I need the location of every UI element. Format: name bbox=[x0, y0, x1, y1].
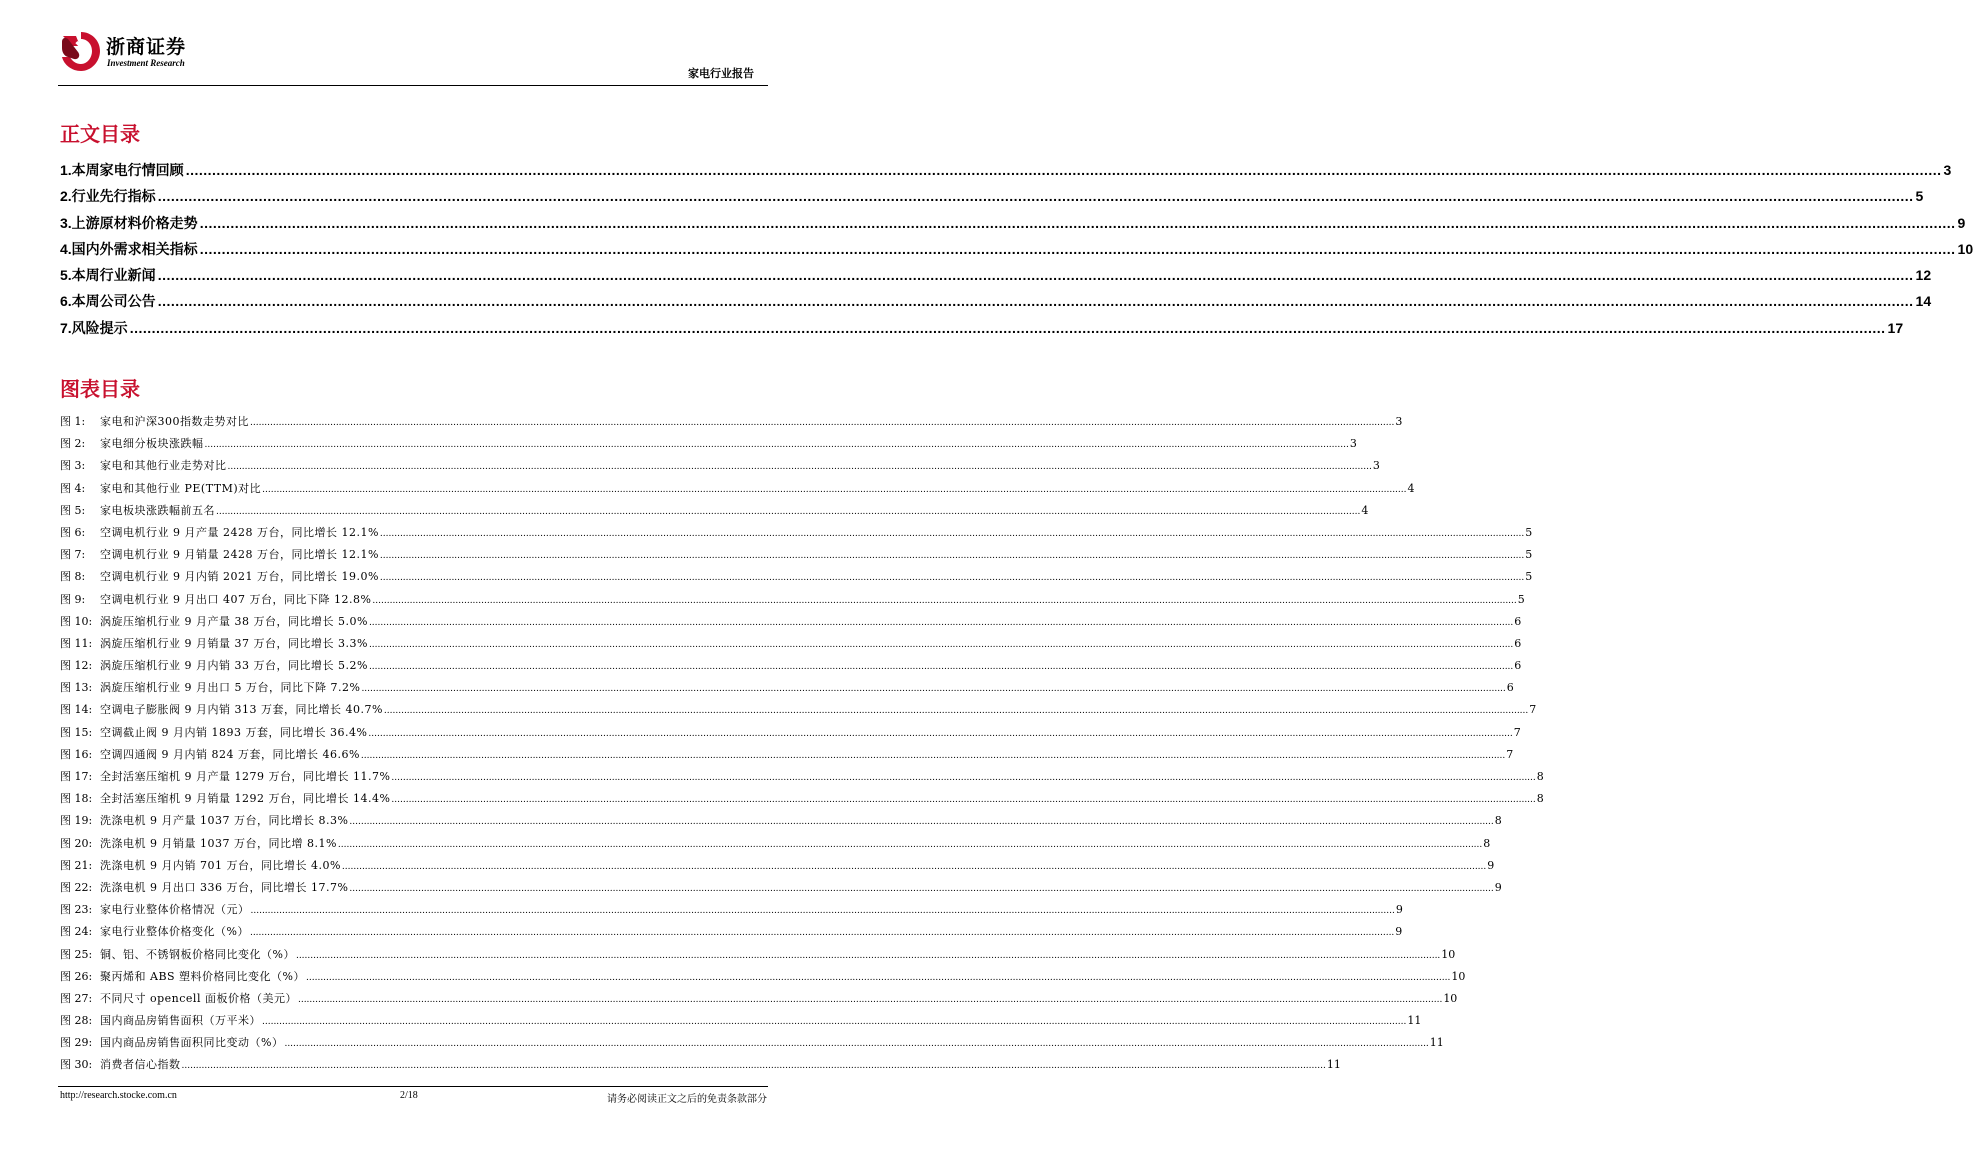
figures-heading: 图表目录 bbox=[60, 377, 140, 401]
figure-item-title: 空调电机行业 9 月产量 2428 万台，同比增长 12.1% bbox=[100, 525, 379, 539]
toc-item-title: 1.本周家电行情回顾 bbox=[60, 162, 184, 178]
figure-leader-dots: ................................................................................................................................................................................................................................................................................................................................................................................................................ bbox=[372, 595, 1517, 606]
figure-leader-dots: ................................................................................................................................................................................................................................................................................................................................................................................................................ bbox=[379, 573, 1525, 584]
figure-item-label: 图 24: bbox=[60, 925, 93, 939]
toc-item-title: 4.国内外需求相关指标 bbox=[60, 240, 198, 257]
figure-item[interactable] bbox=[60, 568, 1533, 590]
figure-item-page: 10 bbox=[1441, 947, 1456, 961]
figure-item-label: 图 8: bbox=[60, 570, 86, 584]
figure-item-label: 图 21: bbox=[60, 858, 93, 872]
figure-item-title: 涡旋压缩机行业 9 月内销 33 万台，同比增长 5.2% bbox=[100, 659, 368, 673]
figure-item-label: 图 9: bbox=[60, 592, 86, 606]
figure-item-page: 5 bbox=[1517, 592, 1525, 606]
brand-subtitle: Investment Research bbox=[107, 58, 185, 68]
figure-item-label: 图 14: bbox=[60, 703, 93, 717]
figure-item-page: 7 bbox=[1506, 747, 1514, 761]
toc-leader-dots: ................................................................................................................................................................................................................................................................................................................................................................................................................ bbox=[199, 214, 1956, 231]
figure-item-page: 6 bbox=[1514, 636, 1522, 650]
figure-item-label: 图 10: bbox=[60, 614, 93, 628]
figure-leader-dots: ................................................................................................................................................................................................................................................................................................................................................................................................................ bbox=[249, 928, 1395, 939]
footer-url-link[interactable]: http://research.stocke.com.cn bbox=[60, 1090, 177, 1101]
figure-item-title: 涡旋压缩机行业 9 月出口 5 万台，同比下降 7.2% bbox=[100, 681, 361, 695]
figure-leader-dots: ................................................................................................................................................................................................................................................................................................................................................................................................................ bbox=[379, 528, 1525, 539]
figure-item-title: 空调电机行业 9 月出口 407 万台，同比下降 12.8% bbox=[100, 592, 372, 606]
figure-item-title: 空调电机行业 9 月销量 2428 万台，同比增长 12.1% bbox=[100, 548, 379, 562]
figure-item[interactable] bbox=[60, 746, 1514, 768]
figure-item-page: 6 bbox=[1506, 681, 1514, 695]
figure-item-title: 家电细分板块涨跌幅 bbox=[100, 437, 204, 451]
toc-item[interactable] bbox=[60, 213, 1966, 239]
figure-item-page: 8 bbox=[1494, 814, 1502, 828]
toc-item-title: 7.风险提示 bbox=[60, 319, 128, 336]
toc-leader-dots: ................................................................................................................................................................................................................................................................................................................................................................................................................ bbox=[157, 293, 1914, 310]
figure-item[interactable] bbox=[60, 1034, 1444, 1056]
toc-item-page: 14 bbox=[1915, 293, 1932, 310]
figure-item-label: 图 2: bbox=[60, 437, 86, 451]
figure-item[interactable] bbox=[60, 435, 1357, 457]
figure-item[interactable] bbox=[60, 790, 1544, 812]
figure-item[interactable] bbox=[60, 413, 1403, 435]
figure-item-label: 图 7: bbox=[60, 548, 86, 562]
figure-item[interactable] bbox=[60, 879, 1502, 901]
footer-divider bbox=[58, 1086, 768, 1087]
figure-item[interactable] bbox=[60, 724, 1521, 746]
figure-item-label: 图 1: bbox=[60, 415, 86, 428]
figure-leader-dots: ................................................................................................................................................................................................................................................................................................................................................................................................................ bbox=[383, 706, 1529, 717]
figure-item-label: 图 26: bbox=[60, 969, 93, 983]
figure-item-page: 7 bbox=[1529, 703, 1537, 717]
figure-leader-dots: ................................................................................................................................................................................................................................................................................................................................................................................................................ bbox=[391, 773, 1536, 783]
toc-item[interactable] bbox=[60, 160, 1952, 186]
figure-item-title: 国内商品房销售面积同比变动（%） bbox=[100, 1036, 284, 1050]
toc-list bbox=[60, 160, 1973, 344]
figure-item-title: 空调四通阀 9 月内销 824 万套，同比增长 46.6% bbox=[100, 747, 360, 761]
figure-item-label: 图 22: bbox=[60, 880, 93, 894]
figure-leader-dots: ................................................................................................................................................................................................................................................................................................................................................................................................................ bbox=[341, 861, 1487, 872]
figure-item-title: 洗涤电机 9 月出口 336 万台，同比增长 17.7% bbox=[100, 880, 349, 894]
figure-item-page: 8 bbox=[1536, 770, 1544, 783]
figure-item[interactable] bbox=[60, 480, 1415, 502]
figure-item-title: 洗涤电机 9 月产量 1037 万台，同比增长 8.3% bbox=[100, 814, 349, 828]
toc-item-page: 12 bbox=[1915, 267, 1932, 284]
toc-item-title: 5.本周行业新闻 bbox=[60, 267, 156, 284]
figure-item-label: 图 17: bbox=[60, 770, 93, 783]
zheshang-logo-icon bbox=[58, 30, 104, 74]
figure-leader-dots: ................................................................................................................................................................................................................................................................................................................................................................................................................ bbox=[204, 440, 1349, 451]
figure-item[interactable] bbox=[60, 457, 1380, 479]
toc-leader-dots: ................................................................................................................................................................................................................................................................................................................................................................................................................ bbox=[157, 188, 1914, 205]
toc-leader-dots: ................................................................................................................................................................................................................................................................................................................................................................................................................ bbox=[199, 240, 1956, 257]
figure-item-title: 家电和沪深300指数走势对比 bbox=[100, 415, 249, 428]
footer-disclaimer: 请务必阅读正文之后的免责条款部分 bbox=[607, 1094, 767, 1105]
figure-item-page: 11 bbox=[1326, 1058, 1341, 1072]
toc-leader-dots: ................................................................................................................................................................................................................................................................................................................................................................................................................ bbox=[185, 162, 1942, 178]
figure-item-title: 洗涤电机 9 月内销 701 万台，同比增长 4.0% bbox=[100, 858, 341, 872]
figure-leader-dots: ................................................................................................................................................................................................................................................................................................................................................................................................................ bbox=[262, 1017, 1407, 1028]
figure-item-title: 铜、铝、不锈钢板价格同比变化（%） bbox=[100, 947, 295, 961]
figure-item-page: 9 bbox=[1494, 880, 1502, 894]
figure-item-label: 图 29: bbox=[60, 1036, 93, 1050]
brand-name: 浙商证券 bbox=[106, 36, 187, 58]
toc-item-page: 17 bbox=[1887, 319, 1904, 336]
figure-item[interactable] bbox=[60, 968, 1466, 990]
toc-item[interactable] bbox=[60, 318, 1904, 344]
toc-item-page: 10 bbox=[1957, 240, 1973, 257]
figure-item[interactable] bbox=[60, 546, 1533, 568]
figure-item-page: 8 bbox=[1536, 792, 1544, 806]
figure-item-title: 家电和其他行业 PE(TTM)对比 bbox=[100, 481, 262, 495]
figure-item[interactable] bbox=[60, 901, 1403, 923]
figure-leader-dots: ................................................................................................................................................................................................................................................................................................................................................................................................................ bbox=[295, 950, 1441, 961]
figure-item[interactable] bbox=[60, 591, 1525, 613]
figure-item-page: 10 bbox=[1451, 969, 1466, 983]
figure-item-label: 图 15: bbox=[60, 725, 93, 739]
figure-item[interactable] bbox=[60, 812, 1502, 834]
figure-item[interactable] bbox=[60, 1056, 1341, 1078]
figure-leader-dots: ................................................................................................................................................................................................................................................................................................................................................................................................................ bbox=[349, 817, 1494, 828]
figure-item-page: 11 bbox=[1429, 1036, 1444, 1050]
figure-item-label: 图 4: bbox=[60, 481, 86, 495]
toc-item[interactable] bbox=[60, 265, 1932, 291]
toc-item[interactable] bbox=[60, 291, 1932, 317]
figure-item-page: 9 bbox=[1395, 925, 1403, 939]
figure-item-title: 家电行业整体价格情况（元） bbox=[100, 903, 250, 917]
figure-item-title: 家电板块涨跌幅前五名 bbox=[100, 503, 215, 517]
figure-item-title: 空调电机行业 9 月内销 2021 万台，同比增长 19.0% bbox=[100, 570, 379, 584]
toc-heading: 正文目录 bbox=[60, 122, 140, 146]
figure-item-page: 3 bbox=[1372, 459, 1380, 473]
figure-item[interactable] bbox=[60, 946, 1456, 968]
figure-item-label: 图 6: bbox=[60, 525, 86, 539]
figure-item-title: 家电和其他行业走势对比 bbox=[100, 459, 227, 473]
figure-item[interactable] bbox=[60, 857, 1495, 879]
figure-item-page: 6 bbox=[1514, 659, 1522, 673]
figure-leader-dots: ................................................................................................................................................................................................................................................................................................................................................................................................................ bbox=[361, 684, 1506, 695]
figure-item-page: 6 bbox=[1514, 614, 1522, 628]
figures-list bbox=[60, 413, 1544, 1079]
figure-item-title: 洗涤电机 9 月销量 1037 万台，同比增 8.1% bbox=[100, 836, 337, 850]
figure-item-label: 图 20: bbox=[60, 836, 93, 850]
figure-leader-dots: ................................................................................................................................................................................................................................................................................................................................................................................................................ bbox=[250, 418, 1395, 428]
report-type: 家电行业报告 bbox=[688, 67, 754, 80]
figure-leader-dots: ................................................................................................................................................................................................................................................................................................................................................................................................................ bbox=[306, 972, 1451, 983]
figure-item-title: 聚丙烯和 ABS 塑料价格同比变化（%） bbox=[100, 969, 306, 983]
figure-item-title: 涡旋压缩机行业 9 月产量 38 万台，同比增长 5.0% bbox=[100, 614, 368, 628]
figure-item-label: 图 16: bbox=[60, 747, 93, 761]
figure-item-label: 图 30: bbox=[60, 1058, 93, 1072]
figure-item-label: 图 11: bbox=[60, 636, 93, 650]
toc-leader-dots: ................................................................................................................................................................................................................................................................................................................................................................................................................ bbox=[157, 267, 1914, 284]
figure-item[interactable] bbox=[60, 835, 1491, 857]
figure-leader-dots: ................................................................................................................................................................................................................................................................................................................................................................................................................ bbox=[368, 728, 1513, 739]
figure-item[interactable] bbox=[60, 768, 1544, 790]
figure-item-page: 8 bbox=[1483, 836, 1491, 850]
figure-item-label: 图 19: bbox=[60, 814, 93, 828]
figure-item-title: 全封活塞压缩机 9 月产量 1279 万台，同比增长 11.7% bbox=[100, 770, 391, 783]
figure-item-page: 10 bbox=[1443, 991, 1458, 1005]
toc-item-page: 9 bbox=[1957, 214, 1966, 231]
figure-leader-dots: ................................................................................................................................................................................................................................................................................................................................................................................................................ bbox=[391, 795, 1536, 806]
figure-item-page: 5 bbox=[1525, 525, 1533, 539]
figure-item-label: 图 3: bbox=[60, 459, 86, 473]
figure-item-title: 涡旋压缩机行业 9 月销量 37 万台，同比增长 3.3% bbox=[100, 636, 368, 650]
figure-item-page: 5 bbox=[1525, 548, 1533, 562]
figure-item[interactable] bbox=[60, 635, 1522, 657]
figure-leader-dots: ................................................................................................................................................................................................................................................................................................................................................................................................................ bbox=[284, 1039, 1429, 1050]
figure-leader-dots: ................................................................................................................................................................................................................................................................................................................................................................................................................ bbox=[337, 839, 1483, 850]
figure-item-page: 5 bbox=[1525, 570, 1533, 584]
figure-item-page: 7 bbox=[1513, 725, 1521, 739]
figure-item-page: 4 bbox=[1361, 503, 1369, 517]
figure-item[interactable] bbox=[60, 1012, 1422, 1034]
figure-item-page: 9 bbox=[1395, 903, 1403, 917]
toc-item[interactable] bbox=[60, 239, 1973, 265]
figure-item-page: 9 bbox=[1487, 858, 1495, 872]
toc-leader-dots: ................................................................................................................................................................................................................................................................................................................................................................................................................ bbox=[129, 319, 1886, 336]
figure-item[interactable] bbox=[60, 502, 1369, 524]
figure-leader-dots: ................................................................................................................................................................................................................................................................................................................................................................................................................ bbox=[250, 906, 1395, 917]
figure-leader-dots: ................................................................................................................................................................................................................................................................................................................................................................................................................ bbox=[262, 484, 1407, 495]
figure-item-page: 3 bbox=[1395, 415, 1403, 428]
figure-item[interactable] bbox=[60, 923, 1403, 945]
figure-item-label: 图 27: bbox=[60, 991, 93, 1005]
figure-item-label: 图 12: bbox=[60, 659, 93, 673]
header-divider bbox=[58, 85, 768, 86]
figure-item-label: 图 18: bbox=[60, 792, 93, 806]
figure-leader-dots: ................................................................................................................................................................................................................................................................................................................................................................................................................ bbox=[349, 883, 1494, 894]
footer-page-number: 2/18 bbox=[400, 1090, 418, 1101]
figure-leader-dots: ................................................................................................................................................................................................................................................................................................................................................................................................................ bbox=[368, 639, 1514, 650]
figure-item-label: 图 28: bbox=[60, 1014, 93, 1028]
figure-item[interactable] bbox=[60, 524, 1533, 546]
figure-leader-dots: ................................................................................................................................................................................................................................................................................................................................................................................................................ bbox=[227, 462, 1372, 473]
figure-item-label: 图 25: bbox=[60, 947, 93, 961]
figure-item[interactable] bbox=[60, 990, 1458, 1012]
figure-item-page: 4 bbox=[1407, 481, 1415, 495]
figure-item-title: 空调截止阀 9 月内销 1893 万套，同比增长 36.4% bbox=[100, 725, 368, 739]
figure-leader-dots: ................................................................................................................................................................................................................................................................................................................................................................................................................ bbox=[368, 662, 1514, 673]
figure-item-label: 图 5: bbox=[60, 503, 86, 517]
figure-leader-dots: ................................................................................................................................................................................................................................................................................................................................................................................................................ bbox=[379, 551, 1525, 562]
toc-item-page: 5 bbox=[1915, 188, 1924, 205]
figure-item-title: 国内商品房销售面积（万平米） bbox=[100, 1014, 261, 1028]
toc-item-page: 3 bbox=[1943, 162, 1952, 178]
figure-item[interactable] bbox=[60, 657, 1522, 679]
figure-leader-dots: ................................................................................................................................................................................................................................................................................................................................................................................................................ bbox=[216, 506, 1361, 517]
page-header bbox=[58, 24, 768, 86]
figure-item-title: 家电行业整体价格变化（%） bbox=[100, 925, 249, 939]
figure-item-title: 空调电子膨胀阀 9 月内销 313 万套，同比增长 40.7% bbox=[100, 703, 383, 717]
figure-item-page: 3 bbox=[1349, 437, 1357, 451]
figure-item[interactable] bbox=[60, 679, 1514, 701]
figure-item-title: 消费者信心指数 bbox=[100, 1058, 181, 1072]
figure-item-page: 11 bbox=[1407, 1014, 1422, 1028]
figure-item[interactable] bbox=[60, 613, 1522, 635]
figure-leader-dots: ................................................................................................................................................................................................................................................................................................................................................................................................................ bbox=[368, 617, 1514, 628]
figure-item[interactable] bbox=[60, 701, 1537, 723]
toc-item-title: 2.行业先行指标 bbox=[60, 188, 156, 205]
figure-item-label: 图 13: bbox=[60, 681, 93, 695]
toc-item-title: 6.本周公司公告 bbox=[60, 293, 156, 310]
toc-item-title: 3.上游原材料价格走势 bbox=[60, 214, 198, 231]
figure-item-label: 图 23: bbox=[60, 903, 93, 917]
toc-item[interactable] bbox=[60, 186, 1924, 212]
figure-leader-dots: ................................................................................................................................................................................................................................................................................................................................................................................................................ bbox=[297, 994, 1443, 1005]
figure-leader-dots: ................................................................................................................................................................................................................................................................................................................................................................................................................ bbox=[181, 1061, 1326, 1072]
figure-leader-dots: ................................................................................................................................................................................................................................................................................................................................................................................................................ bbox=[360, 750, 1506, 761]
figure-item-title: 全封活塞压缩机 9 月销量 1292 万台，同比增长 14.4% bbox=[100, 792, 391, 806]
figure-item-title: 不同尺寸 opencell 面板价格（美元） bbox=[100, 991, 297, 1005]
